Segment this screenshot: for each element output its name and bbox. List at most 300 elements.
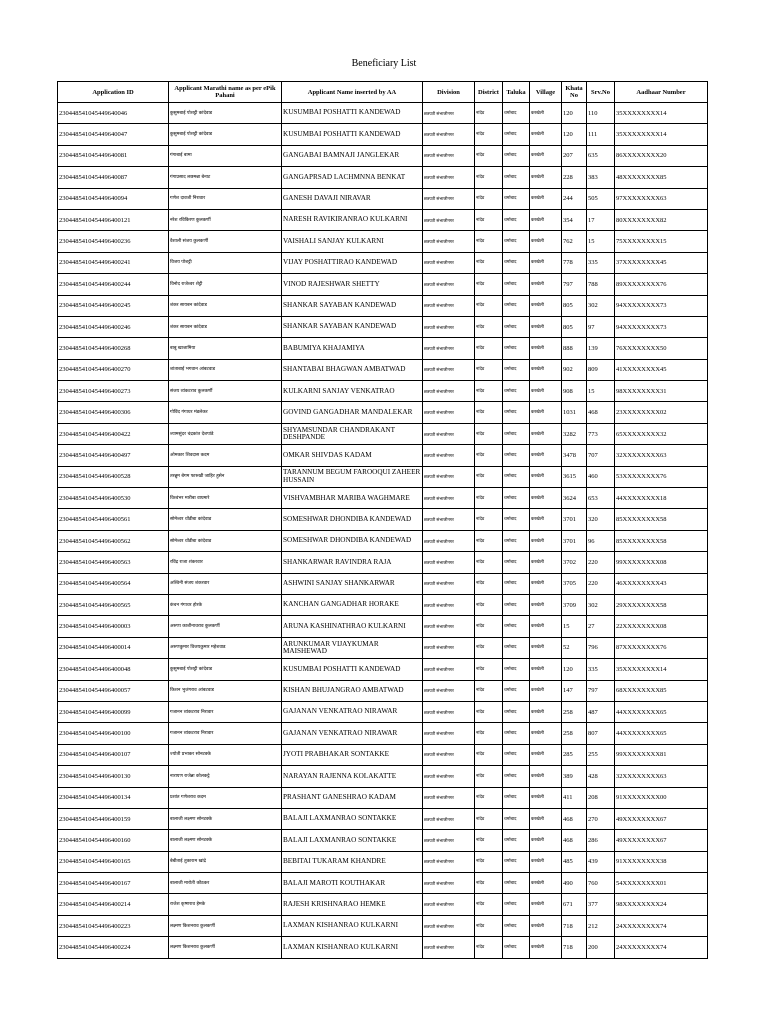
marathi-name-cell: बेबीताई तुकाराम खांद्रे [169,851,282,872]
marathi-name-cell: रविंद्र राजा शंकरवार [169,552,282,573]
english-name-cell: TARANNUM BEGUM FAROOQUI ZAHEER HUSSAIN [282,466,423,487]
application-id-cell: 2304485410454496400223 [58,915,169,936]
aadhaar-cell: 23XXXXXXXX02 [615,402,708,423]
aadhaar-cell: 98XXXXXXXX31 [615,381,708,402]
division-cell: छत्रपती संभाजीनगर [423,830,475,851]
srv-no-cell: 110 [587,103,615,124]
aadhaar-cell: 46XXXXXXXX43 [615,573,708,594]
application-id-cell: 2304485410454496400268 [58,338,169,359]
application-id-cell: 2304485410454496400099 [58,701,169,722]
application-id-cell: 2304485410454496400563 [58,552,169,573]
khata-no-cell: 389 [562,766,587,787]
srv-no-cell: 212 [587,915,615,936]
village-cell: करखेली [530,637,562,658]
district-cell: नांदेड [475,274,503,295]
marathi-name-cell: गंगाबाई बामा [169,145,282,166]
division-cell: छत्रपती संभाजीनगर [423,659,475,680]
aadhaar-cell: 87XXXXXXXX76 [615,637,708,658]
marathi-name-cell: कुसुमबाई पोशट्टी कांदेवाड [169,103,282,124]
khata-no-cell: 3615 [562,466,587,487]
district-cell: नांदेड [475,488,503,509]
srv-no-cell: 773 [587,423,615,444]
division-cell: छत्रपती संभाजीनगर [423,359,475,380]
application-id-cell: 230448541045449640081 [58,145,169,166]
taluka-cell: धर्माबाद [503,509,530,530]
division-cell: छत्रपती संभाजीनगर [423,423,475,444]
khata-no-cell: 3709 [562,594,587,615]
marathi-name-cell: बालाजी लक्ष्मण सोनटक्के [169,830,282,851]
village-cell: करखेली [530,252,562,273]
table-header-row [58,82,708,103]
table-row [58,594,708,615]
aadhaar-cell: 91XXXXXXXX00 [615,787,708,808]
marathi-name-cell: ओमकार शिवदास कदम [169,445,282,466]
aadhaar-cell: 76XXXXXXXX50 [615,338,708,359]
col-srv-no: Srv.No [587,82,615,103]
marathi-name-cell: विनोद राजेश्वर शेट्टी [169,274,282,295]
english-name-cell: BALAJI MAROTI KOUTHAKAR [282,873,423,894]
srv-no-cell: 460 [587,466,615,487]
table-row [58,530,708,551]
aadhaar-cell: 53XXXXXXXX76 [615,466,708,487]
table-row [58,894,708,915]
khata-no-cell: 228 [562,167,587,188]
khata-no-cell: 15 [562,616,587,637]
marathi-name-cell: गजानन व्यंकटराव निरावार [169,723,282,744]
aadhaar-cell: 37XXXXXXXX45 [615,252,708,273]
district-cell: नांदेड [475,295,503,316]
taluka-cell: धर्माबाद [503,851,530,872]
marathi-name-cell: अश्विनी संजय शंकरवार [169,573,282,594]
taluka-cell: धर्माबाद [503,937,530,958]
khata-no-cell: 718 [562,937,587,958]
division-cell: छत्रपती संभाजीनगर [423,723,475,744]
table-row [58,744,708,765]
village-cell: करखेली [530,402,562,423]
application-id-cell: 2304485410454496400167 [58,873,169,894]
district-cell: नांदेड [475,359,503,380]
khata-no-cell: 354 [562,209,587,230]
application-id-cell: 2304485410454496400130 [58,766,169,787]
aadhaar-cell: 44XXXXXXXX18 [615,488,708,509]
taluka-cell: धर्माबाद [503,423,530,444]
srv-no-cell: 505 [587,188,615,209]
marathi-name-cell: गोविंद गंगाधर मंडलेकर [169,402,282,423]
application-id-cell: 2304485410454496400306 [58,402,169,423]
khata-no-cell: 52 [562,637,587,658]
col-district: District [475,82,503,103]
taluka-cell: धर्माबाद [503,659,530,680]
aadhaar-cell: 48XXXXXXXX85 [615,167,708,188]
khata-no-cell: 3282 [562,423,587,444]
district-cell: नांदेड [475,423,503,444]
srv-no-cell: 220 [587,552,615,573]
division-cell: छत्रपती संभाजीनगर [423,209,475,230]
english-name-cell: GOVIND GANGADHAR MANDALEKAR [282,402,423,423]
marathi-name-cell: प्रशांत गणेशराव कदम [169,787,282,808]
table-row [58,723,708,744]
col-division: Division [423,82,475,103]
english-name-cell: SOMESHWAR DHONDIBA KANDEWAD [282,530,423,551]
table-row [58,445,708,466]
english-name-cell: RAJESH KRISHNARAO HEMKE [282,894,423,915]
english-name-cell: LAXMAN KISHANRAO KULKARNI [282,915,423,936]
division-cell: छत्रपती संभाजीनगर [423,680,475,701]
division-cell: छत्रपती संभाजीनगर [423,445,475,466]
khata-no-cell: 207 [562,145,587,166]
division-cell: छत्रपती संभाजीनगर [423,552,475,573]
taluka-cell: धर्माबाद [503,915,530,936]
district-cell: नांदेड [475,209,503,230]
village-cell: करखेली [530,851,562,872]
division-cell: छत्रपती संभाजीनगर [423,402,475,423]
taluka-cell: धर्माबाद [503,338,530,359]
english-name-cell: ASHWINI SANJAY SHANKARWAR [282,573,423,594]
srv-no-cell: 383 [587,167,615,188]
table-body [58,103,708,959]
table-row [58,573,708,594]
marathi-name-cell: अरुणकुमार विजयकुमार महेशवाड [169,637,282,658]
application-id-cell: 230448541045449640047 [58,124,169,145]
division-cell: छत्रपती संभाजीनगर [423,573,475,594]
english-name-cell: KUSUMBAI POSHATTI KANDEWAD [282,103,423,124]
srv-no-cell: 335 [587,659,615,680]
taluka-cell: धर्माबाद [503,701,530,722]
district-cell: नांदेड [475,188,503,209]
taluka-cell: धर्माबाद [503,723,530,744]
division-cell: छत्रपती संभाजीनगर [423,466,475,487]
division-cell: छत्रपती संभाजीनगर [423,808,475,829]
aadhaar-cell: 35XXXXXXXX14 [615,124,708,145]
taluka-cell: धर्माबाद [503,209,530,230]
village-cell: करखेली [530,145,562,166]
district-cell: नांदेड [475,915,503,936]
aadhaar-cell: 41XXXXXXXX45 [615,359,708,380]
marathi-name-cell: बालाजी मारोती कौठकर [169,873,282,894]
table-row [58,873,708,894]
application-id-cell: 2304485410454496400057 [58,680,169,701]
taluka-cell: धर्माबाद [503,274,530,295]
aadhaar-cell: 85XXXXXXXX58 [615,530,708,551]
marathi-name-cell: गंगाप्रसाद लछमन्ना बेनाट [169,167,282,188]
table-row [58,145,708,166]
marathi-name-cell: किशन भुजंगराव आंबटवाड [169,680,282,701]
application-id-cell: 2304485410454496400014 [58,637,169,658]
village-cell: करखेली [530,659,562,680]
application-id-cell: 2304485410454496400246 [58,316,169,337]
district-cell: नांदेड [475,937,503,958]
application-id-cell: 2304485410454496400165 [58,851,169,872]
division-cell: छत्रपती संभाजीनगर [423,488,475,509]
marathi-name-cell: विश्वंभर मारीबा वाघमारे [169,488,282,509]
srv-no-cell: 439 [587,851,615,872]
khata-no-cell: 3478 [562,445,587,466]
aadhaar-cell: 75XXXXXXXX15 [615,231,708,252]
srv-no-cell: 96 [587,530,615,551]
district-cell: नांदेड [475,509,503,530]
aadhaar-cell: 98XXXXXXXX24 [615,894,708,915]
aadhaar-cell: 91XXXXXXXX38 [615,851,708,872]
marathi-name-cell: लक्ष्मण किशनराव कुलकर्णी [169,937,282,958]
division-cell: छत्रपती संभाजीनगर [423,316,475,337]
srv-no-cell: 335 [587,252,615,273]
application-id-cell: 230448541045449640094 [58,188,169,209]
table-row [58,552,708,573]
application-id-cell: 2304485410454496400244 [58,274,169,295]
aadhaar-cell: 29XXXXXXXX58 [615,594,708,615]
village-cell: करखेली [530,937,562,958]
english-name-cell: GAJANAN VENKATRAO NIRAWAR [282,701,423,722]
marathi-name-cell: राजेश कृष्णराव हेमके [169,894,282,915]
english-name-cell: GAJANAN VENKATRAO NIRAWAR [282,723,423,744]
district-cell: नांदेड [475,744,503,765]
division-cell: छत्रपती संभाजीनगर [423,167,475,188]
application-id-cell: 2304485410454496400497 [58,445,169,466]
khata-no-cell: 120 [562,103,587,124]
taluka-cell: धर्माबाद [503,552,530,573]
application-id-cell: 2304485410454496400561 [58,509,169,530]
col-marathi-name: Applicant Marathi name as per ePik Pahani [169,82,282,103]
aadhaar-cell: 32XXXXXXXX63 [615,766,708,787]
application-id-cell: 2304485410454496400564 [58,573,169,594]
marathi-name-cell: अरुणा काशीनाथराव कुलकर्णी [169,616,282,637]
aadhaar-cell: 65XXXXXXXX32 [615,423,708,444]
taluka-cell: धर्माबाद [503,124,530,145]
khata-no-cell: 902 [562,359,587,380]
village-cell: करखेली [530,188,562,209]
application-id-cell: 2304485410454496400565 [58,594,169,615]
aadhaar-cell: 49XXXXXXXX67 [615,830,708,851]
application-id-cell: 2304485410454496400107 [58,744,169,765]
col-taluka: Taluka [503,82,530,103]
table-row [58,808,708,829]
village-cell: करखेली [530,466,562,487]
taluka-cell: धर्माबाद [503,637,530,658]
taluka-cell: धर्माबाद [503,466,530,487]
marathi-name-cell: सोमेश्वर धोंडीबा कांदेवाड [169,509,282,530]
khata-no-cell: 908 [562,381,587,402]
district-cell: नांदेड [475,766,503,787]
division-cell: छत्रपती संभाजीनगर [423,616,475,637]
marathi-name-cell: नारायण राजेन्ना कोलकट्टे [169,766,282,787]
khata-no-cell: 888 [562,338,587,359]
division-cell: छत्रपती संभाजीनगर [423,894,475,915]
district-cell: नांदेड [475,316,503,337]
district-cell: नांदेड [475,167,503,188]
table-row [58,488,708,509]
english-name-cell: KUSUMBAI POSHATTI KANDEWAD [282,124,423,145]
aadhaar-cell: 80XXXXXXXX82 [615,209,708,230]
district-cell: नांदेड [475,573,503,594]
srv-no-cell: 428 [587,766,615,787]
village-cell: करखेली [530,808,562,829]
khata-no-cell: 778 [562,252,587,273]
english-name-cell: SHANTABAI BHAGWAN AMBATWAD [282,359,423,380]
english-name-cell: OMKAR SHIVDAS KADAM [282,445,423,466]
application-id-cell: 2304485410454496400273 [58,381,169,402]
srv-no-cell: 139 [587,338,615,359]
marathi-name-cell: शंकर सायबन कांदेवाड [169,316,282,337]
district-cell: नांदेड [475,231,503,252]
district-cell: नांदेड [475,381,503,402]
district-cell: नांदेड [475,338,503,359]
english-name-cell: SHYAMSUNDAR CHANDRAKANT DESHPANDE [282,423,423,444]
village-cell: करखेली [530,787,562,808]
taluka-cell: धर्माबाद [503,616,530,637]
table-row [58,616,708,637]
srv-no-cell: 707 [587,445,615,466]
division-cell: छत्रपती संभाजीनगर [423,145,475,166]
application-id-cell: 2304485410454496400121 [58,209,169,230]
district-cell: नांदेड [475,701,503,722]
srv-no-cell: 377 [587,894,615,915]
aadhaar-cell: 89XXXXXXXX76 [615,274,708,295]
division-cell: छत्रपती संभाजीनगर [423,295,475,316]
table-row [58,787,708,808]
aadhaar-cell: 85XXXXXXXX58 [615,509,708,530]
district-cell: नांदेड [475,552,503,573]
district-cell: नांदेड [475,873,503,894]
table-row [58,124,708,145]
col-khata-no: Khata No [562,82,587,103]
khata-no-cell: 485 [562,851,587,872]
application-id-cell: 2304485410454496400236 [58,231,169,252]
srv-no-cell: 468 [587,402,615,423]
aadhaar-cell: 94XXXXXXXX73 [615,316,708,337]
english-name-cell: GANGABAI BAMNAJI JANGLEKAR [282,145,423,166]
village-cell: करखेली [530,594,562,615]
english-name-cell: KULKARNI SANJAY VENKATRAO [282,381,423,402]
english-name-cell: GANGAPRSAD LACHMNNA BENKAT [282,167,423,188]
english-name-cell: GANESH DAVAJI NIRAVAR [282,188,423,209]
srv-no-cell: 270 [587,808,615,829]
marathi-name-cell: नरेश रविकिरण कुलकर्णी [169,209,282,230]
table-row [58,316,708,337]
srv-no-cell: 809 [587,359,615,380]
srv-no-cell: 760 [587,873,615,894]
village-cell: करखेली [530,274,562,295]
village-cell: करखेली [530,701,562,722]
village-cell: करखेली [530,744,562,765]
application-id-cell: 2304485410454496400245 [58,295,169,316]
table-row [58,915,708,936]
beneficiary-table [57,81,708,959]
table-row [58,659,708,680]
village-cell: करखेली [530,338,562,359]
table-row [58,701,708,722]
table-row [58,381,708,402]
division-cell: छत्रपती संभाजीनगर [423,530,475,551]
english-name-cell: KISHAN BHUJANGRAO AMBATWAD [282,680,423,701]
aadhaar-cell: 24XXXXXXXX74 [615,915,708,936]
table-row [58,509,708,530]
aadhaar-cell: 99XXXXXXXX08 [615,552,708,573]
marathi-name-cell: गजानन व्यंकटराव निरावार [169,701,282,722]
taluka-cell: धर्माबाद [503,787,530,808]
marathi-name-cell: तरन्नुम बेगम फारुखी जाहिर हुसेन [169,466,282,487]
khata-no-cell: 3702 [562,552,587,573]
srv-no-cell: 111 [587,124,615,145]
application-id-cell: 2304485410454496400422 [58,423,169,444]
district-cell: नांदेड [475,851,503,872]
district-cell: नांदेड [475,616,503,637]
marathi-name-cell: विजय पोशट्टी [169,252,282,273]
district-cell: नांदेड [475,637,503,658]
srv-no-cell: 286 [587,830,615,851]
english-name-cell: NARESH RAVIKIRANRAO KULKARNI [282,209,423,230]
village-cell: करखेली [530,915,562,936]
table-row [58,851,708,872]
srv-no-cell: 15 [587,381,615,402]
taluka-cell: धर्माबाद [503,231,530,252]
khata-no-cell: 490 [562,873,587,894]
english-name-cell: VISHVAMBHAR MARIBA WAGHMARE [282,488,423,509]
srv-no-cell: 17 [587,209,615,230]
khata-no-cell: 468 [562,808,587,829]
aadhaar-cell: 35XXXXXXXX14 [615,103,708,124]
division-cell: छत्रपती संभाजीनगर [423,338,475,359]
village-cell: करखेली [530,231,562,252]
aadhaar-cell: 86XXXXXXXX20 [615,145,708,166]
english-name-cell: BALAJI LAXMANRAO SONTAKKE [282,808,423,829]
application-id-cell: 2304485410454496400224 [58,937,169,958]
marathi-name-cell: लक्ष्मण किशनराव कुलकर्णी [169,915,282,936]
taluka-cell: धर्माबाद [503,145,530,166]
village-cell: करखेली [530,488,562,509]
aadhaar-cell: 49XXXXXXXX67 [615,808,708,829]
khata-no-cell: 1031 [562,402,587,423]
table-row [58,167,708,188]
taluka-cell: धर्माबाद [503,680,530,701]
marathi-name-cell: संजय व्यंकटराव कुलकर्णी [169,381,282,402]
english-name-cell: SOMESHWAR DHONDIBA KANDEWAD [282,509,423,530]
khata-no-cell: 147 [562,680,587,701]
village-cell: करखेली [530,359,562,380]
english-name-cell: SHANKARWAR RAVINDRA RAJA [282,552,423,573]
khata-no-cell: 3705 [562,573,587,594]
district-cell: नांदेड [475,830,503,851]
srv-no-cell: 97 [587,316,615,337]
village-cell: करखेली [530,509,562,530]
khata-no-cell: 797 [562,274,587,295]
khata-no-cell: 244 [562,188,587,209]
col-village: Village [530,82,562,103]
srv-no-cell: 200 [587,937,615,958]
district-cell: नांदेड [475,808,503,829]
taluka-cell: धर्माबाद [503,402,530,423]
village-cell: करखेली [530,894,562,915]
srv-no-cell: 653 [587,488,615,509]
english-name-cell: ARUNA KASHINATHRAO KULKARNI [282,616,423,637]
col-aadhaar: Aadhaar Number [615,82,708,103]
aadhaar-cell: 22XXXXXXXX08 [615,616,708,637]
table-row [58,295,708,316]
district-cell: नांदेड [475,252,503,273]
srv-no-cell: 320 [587,509,615,530]
srv-no-cell: 27 [587,616,615,637]
division-cell: छत्रपती संभाजीनगर [423,637,475,658]
district-cell: नांदेड [475,723,503,744]
taluka-cell: धर्माबाद [503,188,530,209]
srv-no-cell: 797 [587,680,615,701]
division-cell: छत्रपती संभाजीनगर [423,509,475,530]
marathi-name-cell: ज्योती प्रभाकर सोनटक्के [169,744,282,765]
district-cell: नांदेड [475,145,503,166]
division-cell: छत्रपती संभाजीनगर [423,252,475,273]
marathi-name-cell: कुसुमबाई पोशट्टी कांदेवाड [169,124,282,145]
division-cell: छत्रपती संभाजीनगर [423,274,475,295]
application-id-cell: 2304485410454496400160 [58,830,169,851]
